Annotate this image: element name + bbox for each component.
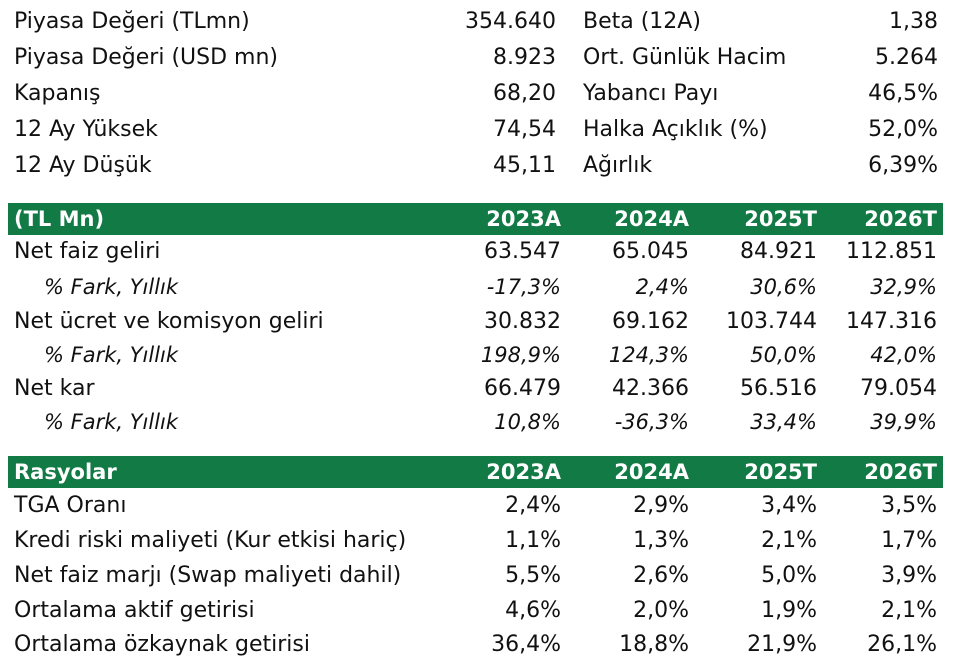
- row-label: Net kar: [14, 376, 95, 401]
- row-label: Ortalama özkaynak getirisi: [14, 632, 310, 657]
- row-value: 1,1%: [505, 528, 561, 553]
- row-value: 5,0%: [761, 563, 817, 588]
- row-value: 50,0%: [750, 343, 817, 367]
- table-row: [8, 235, 943, 269]
- row-value: 124,3%: [608, 343, 689, 367]
- row-value: 147.316: [846, 309, 937, 334]
- header-year: 2025T: [744, 460, 817, 484]
- row-value: 2,4%: [635, 275, 689, 299]
- row-value: 2,1%: [761, 528, 817, 553]
- row-value: 65.045: [612, 239, 689, 264]
- row-value: 42,0%: [870, 343, 937, 367]
- financials-header: [8, 203, 943, 235]
- row-value: 26,1%: [867, 632, 937, 657]
- row-value: 84.921: [740, 239, 817, 264]
- row-value: 2,6%: [633, 563, 689, 588]
- table-row: [8, 372, 943, 406]
- row-value: 39,9%: [870, 410, 937, 434]
- row-label: Net ücret ve komisyon geliri: [14, 309, 324, 334]
- summary-key: Piyasa Değeri (TLmn): [14, 9, 250, 34]
- row-value: 32,9%: [870, 275, 937, 299]
- summary-key: 12 Ay Düşük: [14, 153, 152, 178]
- row-value: 112.851: [846, 239, 937, 264]
- summary-key: Halka Açıklık (%): [583, 117, 768, 142]
- row-value: -17,3%: [486, 275, 561, 299]
- row-label: % Fark, Yıllık: [44, 343, 179, 367]
- table-row: [8, 628, 943, 662]
- row-value: 42.366: [612, 376, 689, 401]
- row-value: 63.547: [484, 239, 561, 264]
- row-value: 10,8%: [494, 410, 561, 434]
- summary-row: [0, 112, 960, 148]
- header-year: 2023A: [486, 207, 561, 231]
- header-label: Rasyolar: [14, 460, 117, 484]
- table-row: [8, 489, 943, 523]
- summary-value: 5.264: [875, 45, 938, 70]
- row-value: 66.479: [484, 376, 561, 401]
- table-row: [8, 594, 943, 628]
- ratios-header: [8, 456, 943, 488]
- summary-key: Ort. Günlük Hacim: [583, 45, 787, 70]
- header-year: 2024A: [614, 460, 689, 484]
- row-label: TGA Oranı: [14, 493, 127, 518]
- table-row: [8, 338, 943, 372]
- summary-value: 6,39%: [868, 153, 938, 178]
- summary-key: Kapanış: [14, 81, 101, 106]
- row-value: 33,4%: [750, 410, 817, 434]
- row-value: 36,4%: [491, 632, 561, 657]
- row-value: 3,4%: [761, 493, 817, 518]
- summary-value: 52,0%: [868, 117, 938, 142]
- summary-row: [0, 148, 960, 184]
- row-value: 30.832: [484, 309, 561, 334]
- table-row: [8, 405, 943, 439]
- row-label: % Fark, Yıllık: [44, 410, 179, 434]
- row-value: 2,1%: [881, 598, 937, 623]
- summary-value: 354.640: [465, 9, 556, 34]
- summary-row: [0, 4, 960, 40]
- table-row: [8, 559, 943, 593]
- row-value: 21,9%: [747, 632, 817, 657]
- row-value: 2,9%: [633, 493, 689, 518]
- row-value: 198,9%: [480, 343, 561, 367]
- header-year: 2026T: [864, 207, 937, 231]
- row-value: 4,6%: [505, 598, 561, 623]
- row-label: Ortalama aktif getirisi: [14, 598, 255, 623]
- summary-value: 8.923: [493, 45, 556, 70]
- header-year: 2025T: [744, 207, 817, 231]
- row-value: 30,6%: [750, 275, 817, 299]
- row-value: 1,7%: [881, 528, 937, 553]
- table-row: [8, 270, 943, 304]
- row-label: % Fark, Yıllık: [44, 275, 179, 299]
- table-row: [8, 524, 943, 558]
- summary-key: Yabancı Payı: [583, 81, 719, 106]
- header-year: 2026T: [864, 460, 937, 484]
- summary-row: [0, 40, 960, 76]
- summary-value: 46,5%: [868, 81, 938, 106]
- header-year: 2023A: [486, 460, 561, 484]
- summary-value: 74,54: [493, 117, 556, 142]
- row-value: 56.516: [740, 376, 817, 401]
- table-row: [8, 305, 943, 339]
- row-value: 103.744: [726, 309, 817, 334]
- row-value: 79.054: [860, 376, 937, 401]
- summary-value: 1,38: [889, 9, 938, 34]
- summary-key: Ağırlık: [583, 153, 653, 178]
- row-label: Net faiz marjı (Swap maliyeti dahil): [14, 563, 402, 588]
- row-value: 69.162: [612, 309, 689, 334]
- header-label: (TL Mn): [14, 207, 105, 231]
- summary-value: 68,20: [493, 81, 556, 106]
- row-value: 18,8%: [619, 632, 689, 657]
- row-value: 2,4%: [505, 493, 561, 518]
- row-label: Net faiz geliri: [14, 239, 161, 264]
- header-year: 2024A: [614, 207, 689, 231]
- summary-key: 12 Ay Yüksek: [14, 117, 158, 142]
- row-label: Kredi riski maliyeti (Kur etkisi hariç): [14, 528, 407, 553]
- summary-key: Piyasa Değeri (USD mn): [14, 45, 278, 70]
- row-value: 1,3%: [633, 528, 689, 553]
- row-value: 5,5%: [505, 563, 561, 588]
- summary-key: Beta (12A): [583, 9, 701, 34]
- row-value: 3,9%: [881, 563, 937, 588]
- summary-row: [0, 76, 960, 112]
- row-value: 3,5%: [881, 493, 937, 518]
- row-value: -36,3%: [614, 410, 689, 434]
- summary-value: 45,11: [493, 153, 556, 178]
- row-value: 2,0%: [633, 598, 689, 623]
- row-value: 1,9%: [761, 598, 817, 623]
